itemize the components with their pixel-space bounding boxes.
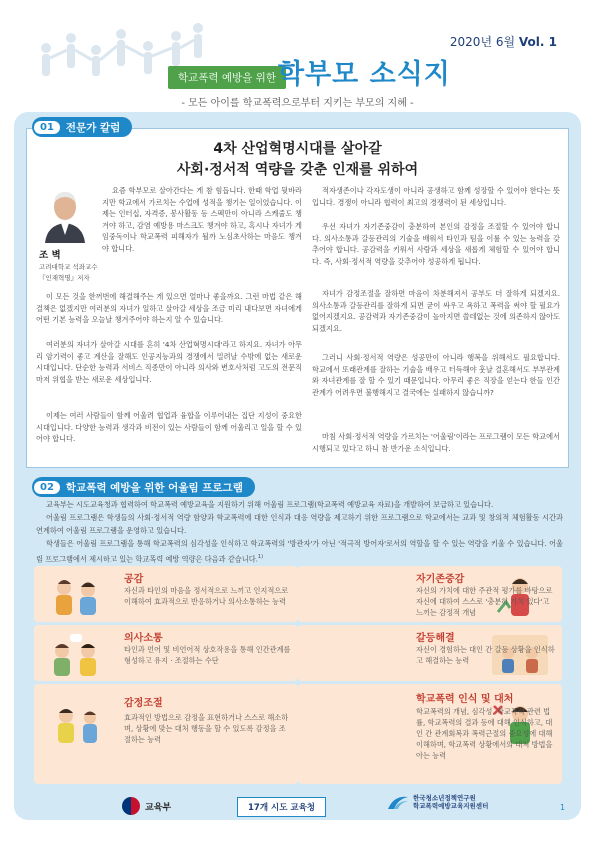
author-photo — [39, 185, 91, 243]
page-number: 1 — [560, 803, 566, 812]
nypi-name: 한국청소년정책연구원 — [413, 794, 476, 802]
column-title-line1: 4차 산업혁명시대를 살아갈 — [213, 141, 382, 157]
competency-card-emotion-regulation — [34, 684, 298, 784]
program-intro-text: 학생들은 어울림 프로그램을 통해 학교폭력의 심각성을 인식하고 학교폭력의 '방관자'가 아닌 '적극적 방어자'로서의 역할을 할 수 있는 역량을 키울 수 있습니다. 어울림 프로그램에서 제시하고 있는 학교폭력 예방 역량은 다음과 같습니다. — [36, 539, 563, 563]
program-intro: 어울림 프로그램은 학생들의 사회·정서적 역량 함양과 학교폭력에 대한 인식과 대응 역량을 제고하기 위한 프로그램으로 학교에서는 교과 및 창의적 체험활동 시간과 연계하여 어울림 프로그램을 운영하고 있습니다. — [36, 513, 563, 535]
competency-title: 학교폭력 인식 및 대처 — [416, 694, 514, 705]
section-1-tag — [32, 117, 132, 137]
nypi-center: 학교폭력예방교육지원센터 — [413, 802, 489, 810]
children-illustration — [26, 8, 211, 108]
issue-volume: Vol. 1 — [518, 35, 557, 49]
competency-title: 감정조절 — [124, 698, 163, 709]
program-intro — [36, 538, 563, 565]
program-intro: 교육부는 시도교육청과 협력하여 학교폭력 예방교육을 지원하기 위해 어울림 프로그램(학교폭력 예방교육 자료)을 개발하여 보급하고 있습니다. — [46, 500, 494, 509]
competency-description: 자신이 경험하는 대인 간 갈등 상황을 인식하고 해결하는 능력 — [416, 645, 555, 665]
author-affiliation: 고려대학교 석좌교수 — [39, 263, 98, 271]
competency-title: 공감 — [124, 574, 144, 585]
section-1-number: 01 — [34, 121, 60, 134]
competency-description: 효과적인 방법으로 감정을 표현하거나 스스로 해소하며, 상황에 맞는 대처 행동을 할 수 있도록 감정을 조절하는 능력 — [124, 713, 289, 744]
column-paragraph: 이 모든 것을 한꺼번에 해결해주는 게 있으면 얼마나 좋을까요. 그런 마법 같은 해결책은 없겠지만 여러분의 자녀가 일하고 살아갈 세상을 조금 미리 내다보면 자녀에게 어떤 기본 능력을 오늘날 챙겨주어야 하는지 알 수 있습니다. — [36, 292, 302, 325]
competency-card-violence-awareness — [298, 684, 562, 784]
competency-card-communication — [34, 625, 298, 681]
communication-illustration — [44, 631, 108, 679]
education-offices-label: 17개 시도 교육청 — [237, 797, 326, 817]
issue-info — [450, 33, 557, 50]
column-paragraph: 요즘 학부모로 살아간다는 게 참 힘듭니다. 한때 학업 뒷바라지만 학교에서 가르치는 수업에 성적을 챙기는 일이었습니다. 이제는 인터십, 자격증, 봉사활동 등 스펙만이 아니라 스케줄도 챙겨야 하고, 감염 예방용 마스크도 챙겨야 하고, 혹시나 자녀가 게임중독이나 학교폭력 피해자가 될까 노심초사하는 마음도 챙겨야 합니다. — [102, 186, 302, 253]
competency-description: 자신과 타인의 마음을 정서적으로 느끼고 인지적으로 이해하여 효과적으로 반응하거나 의사소통하는 능력 — [124, 586, 289, 606]
competency-description: 타인과 언어 및 비언어적 상호작용을 통해 인간관계를 형성하고 유지 · 조절하는 수단 — [124, 645, 291, 665]
competency-card-self-esteem — [298, 566, 562, 622]
newsletter-subtitle: - 모든 아이를 학교폭력으로부터 지키는 부모의 지혜 - — [181, 98, 414, 109]
column-paragraph: 마침 사회·정서적 역량을 가르치는 '어울림'이라는 프로그램이 모든 학교에서 시행되고 있다고 하니 참 반가운 소식입니다. — [312, 432, 560, 453]
nypi-logo — [386, 793, 488, 811]
section-2-label: 학교폭력 예방을 위한 어울림 프로그램 — [65, 481, 243, 494]
empathy-illustration — [44, 572, 108, 620]
column-paragraph: 자녀가 감정조절을 잘하면 마음이 차분해져서 공부도 더 잘하게 되겠지요. 의사소통과 갈등관리를 잘하게 되면 굳이 싸우고 욕하고 폭력을 써야 할 필요가 없어지겠지요. 공감력과 자기존중감이 높아지면 쓸데없는 것에 의존하지 않아도 되겠지요. — [312, 289, 560, 333]
moe-emblem-icon — [122, 797, 140, 815]
column-paragraph: 적자생존이나 각자도생이 아니라 공생하고 함께 성장할 수 있어야 한다는 뜻입니다. 경쟁이 아니라 협력이 최고의 경쟁력이 된 세상입니다. — [312, 186, 560, 207]
author-name: 조 벽 — [39, 250, 61, 261]
competency-title: 갈등해결 — [416, 633, 455, 644]
author-book: 『인재혁명』저자 — [39, 274, 90, 282]
emotion-regulation-illustration — [44, 700, 108, 748]
competency-title: 의사소통 — [124, 633, 163, 644]
issue-date: 2020년 6월 — [449, 35, 516, 49]
section-1-label: 전문가 칼럼 — [65, 121, 121, 134]
column-paragraph: 이제는 여러 사람들이 함께 어울려 협업과 융합을 이루어내는 집단 지성이 중요한 시대입니다. 다양한 능력과 생각과 비전이 있는 사람들이 함께 어울리고 일을 할 수 있어야 합니다. — [36, 411, 302, 444]
competency-description: 자신의 가치에 대한 주관적 평가를 바탕으로 자신에 대하여 스스로 '충분히 가치 있다'고 느끼는 감정적 개념 — [416, 586, 553, 617]
column-title-line2: 사회·정서적 역량을 갖춘 인재를 위하여 — [176, 162, 419, 178]
tagline-badge: 학교폭력 예방을 위한 — [168, 66, 286, 89]
nypi-emblem-icon — [386, 793, 410, 811]
competency-description: 학교폭력의 개념, 심각성, 학교폭력 관련 법률, 학교폭력의 결과 등에 대해 인식하고, 대인 간 관계회복과 폭력근절의 중요성에 대해 이해하며, 학교폭력 상황에서의 대처 방법을 아는 능력 — [416, 707, 553, 760]
newsletter-header — [0, 0, 595, 112]
author-info — [39, 247, 99, 283]
moe-name: 교육부 — [145, 802, 172, 813]
newsletter-title: 학부모 소식지 — [278, 59, 451, 90]
footnote-marker: 1) — [257, 553, 264, 560]
column-paragraph: 여러분의 자녀가 살아갈 시대를 흔히 '4차 산업혁명시대'라고 하지요. 자녀가 아무리 암기력이 좋고 계산을 잘해도 인공지능과의 경쟁에서 밀려날 수밖에 없는 새로운 시대입니다. 단순한 능력과 서비스 직종만이 아니라 의사와 변호사처럼 고도의 전문직마저 위협을 받는 새로운 세상입니다. — [36, 340, 302, 384]
moe-logo — [122, 797, 171, 815]
column-paragraph: 우선 자녀가 자기존중감이 충분하여 본인의 감정을 조절할 수 있어야 합니다. 의사소통과 갈등관리의 기술을 배워서 타인과 팀을 이룰 수 있는 능력을 갖추어야 합니다. 공감력을 키워서 사람과 세상을 새롭게 체험할 수 있어야 합니다. 즉, 사회·정서적 역량을 갖추어야 성공하게 됩니다. — [312, 222, 560, 266]
section-2-number: 02 — [34, 481, 60, 494]
competency-title: 자기존중감 — [416, 574, 465, 585]
section-2-tag — [32, 477, 255, 497]
competency-card-empathy — [34, 566, 298, 622]
competency-card-conflict-resolution — [298, 625, 562, 681]
column-paragraph: 그러니 사회·정서적 역량은 성공만이 아니라 행복을 위해서도 필요합니다. 학교에서 또래관계를 잘하는 기술을 배우고 터득해야 훗날 결혼해서도 부부관계와 자녀관계를 잘 할 수 있기 때문입니다. 아무리 좋은 직장을 얻는다 한들 인간관계가 어려우면 불행해지고 결국에는 실패하지 않습니까? — [312, 353, 560, 397]
